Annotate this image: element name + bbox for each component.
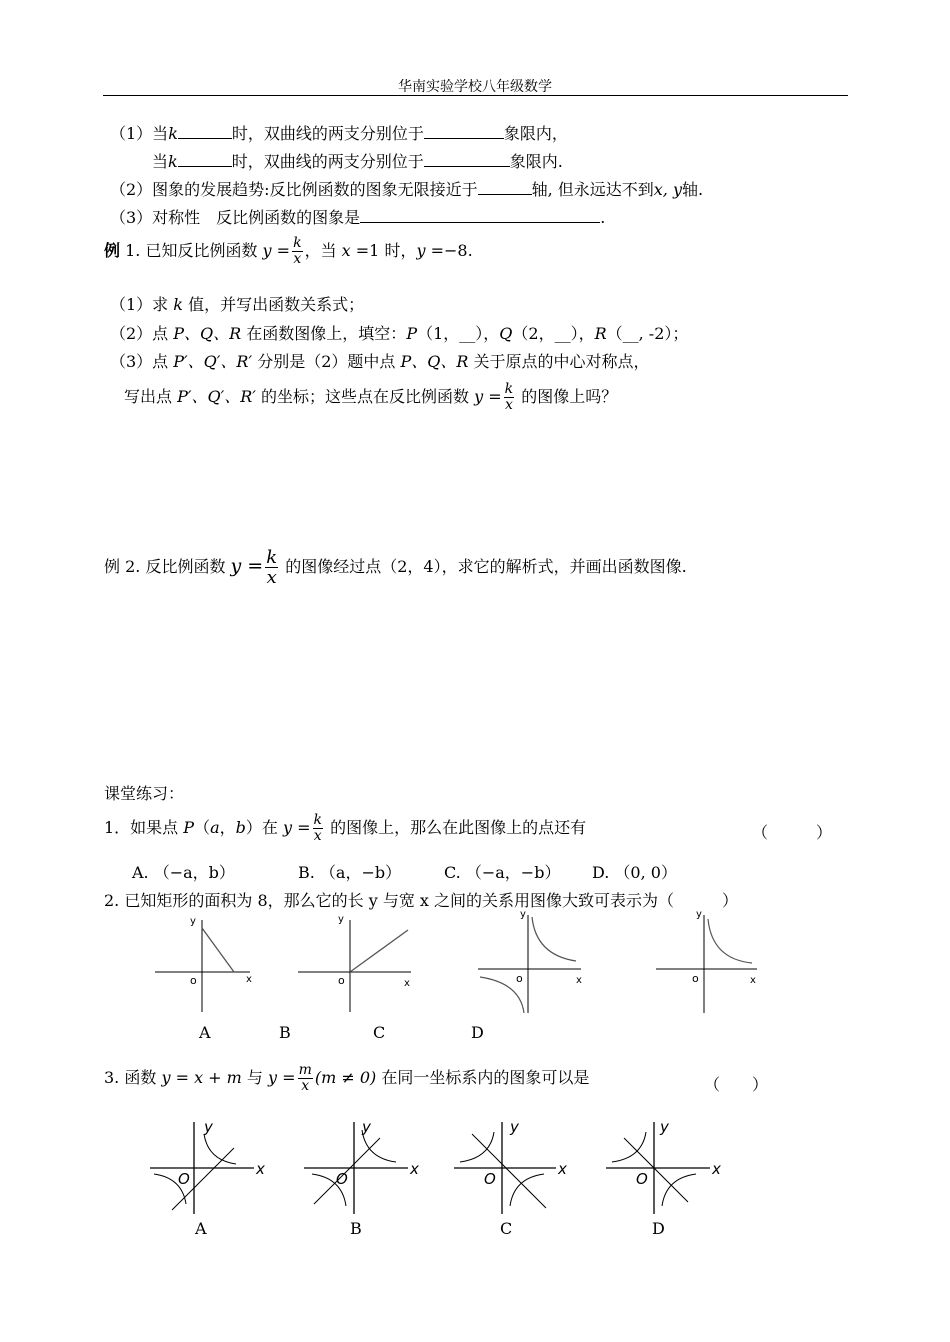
- svg-text:x: x: [712, 1160, 721, 1178]
- svg-text:o: o: [692, 972, 699, 985]
- q2-graph-c: [476, 905, 591, 1015]
- svg-text:y: y: [190, 916, 196, 927]
- example-1-q1: （1）求 k 值，并写出函数关系式；: [110, 295, 365, 314]
- q3-graph-c: [450, 1118, 578, 1216]
- practice-q1-option-c: C. （−a，−b）: [444, 863, 561, 882]
- example-2: 例 2. 反比例函数 y = $\frac{k}{x}$ 的图像经过点（2，4），求它的解析式，并画出函数图像.: [104, 547, 687, 588]
- q2-graph-d: [652, 905, 767, 1015]
- q2-label-c: C: [373, 1023, 386, 1042]
- practice-q1-option-d: D. （0, 0）: [592, 863, 677, 882]
- practice-q1: 1．如果点 P（a，b）在 y = $\frac{k}{x}$ 的图像上，那么在此图像上的点还有: [104, 812, 587, 844]
- svg-text:x: x: [410, 1160, 419, 1178]
- q2-label-b: B: [279, 1023, 291, 1042]
- svg-text:x: x: [576, 975, 582, 986]
- q3-label-b: B: [350, 1219, 362, 1238]
- q3-graph-a: [148, 1118, 276, 1216]
- property-1a: （1）当k 时，双曲线的两支分别位于 象限内，: [110, 124, 568, 143]
- svg-text:x: x: [246, 974, 252, 985]
- q3-label-d: D: [652, 1219, 665, 1238]
- practice-q3: 3. 函数 y = x + m 与 y = $\frac{m}{x}$ (m ≠ 0) 在同一坐标系内的图象可以是: [104, 1062, 590, 1094]
- practice-q1-option-b: B. （a，−b）: [298, 863, 402, 882]
- practice-q3-answer-paren: （ ）: [704, 1075, 769, 1094]
- q3-graph-d: [602, 1118, 730, 1216]
- example-1-q2: （2）点 P、Q、R 在函数图像上，填空：P（1，__），Q（2，__），R（__, -2）；: [110, 324, 689, 343]
- practice-title: 课堂练习：: [104, 784, 185, 803]
- svg-text:O: O: [178, 1170, 190, 1188]
- example-1-q3: （3）点 P′、Q′、R′ 分别是（2）题中点 P、Q、R 关于原点的中心对称点，: [110, 352, 650, 371]
- q3-label-a: A: [195, 1219, 207, 1238]
- example-1-title: 例 1. 已知反比例函数 y = $\frac{k}{x}$ ，当 x =1 时，y =−8.: [104, 235, 473, 267]
- svg-text:x: x: [404, 978, 410, 989]
- svg-text:y: y: [362, 1118, 371, 1136]
- svg-text:O: O: [336, 1170, 348, 1188]
- q2-graph-b: [296, 910, 416, 1015]
- svg-text:O: O: [636, 1170, 648, 1188]
- property-1b: 当k 时，双曲线的两支分别位于 象限内.: [152, 152, 563, 171]
- svg-text:y: y: [204, 1118, 213, 1136]
- practice-q2: 2. 已知矩形的面积为 8，那么它的长 y 与宽 x 之间的关系用图像大致可表示为（ ）: [104, 891, 739, 910]
- svg-text:y: y: [338, 914, 344, 925]
- svg-text:y: y: [510, 1118, 519, 1136]
- q2-graph-a: [150, 910, 260, 1015]
- q3-graph-b: [300, 1118, 428, 1216]
- svg-text:x: x: [750, 975, 756, 986]
- practice-q1-answer-paren: （ ）: [752, 823, 833, 842]
- practice-q1-option-a: A. （−a，b）: [132, 863, 235, 882]
- svg-text:x: x: [256, 1160, 265, 1178]
- header-rule: [103, 95, 848, 96]
- q3-label-c: C: [500, 1219, 513, 1238]
- svg-text:x: x: [558, 1160, 567, 1178]
- q2-label-d: D: [471, 1023, 484, 1042]
- svg-text:y: y: [520, 909, 526, 920]
- property-3: （3）对称性 反比例函数的图象是 .: [110, 208, 606, 227]
- q2-label-a: A: [199, 1023, 211, 1042]
- svg-text:y: y: [696, 909, 702, 920]
- svg-text:y: y: [660, 1118, 669, 1136]
- svg-text:o: o: [516, 972, 523, 985]
- page-header: 华南实验学校八年级数学: [398, 79, 552, 95]
- svg-text:o: o: [338, 974, 345, 987]
- svg-text:o: o: [190, 974, 197, 987]
- example-1-q4: 写出点 P′、Q′、R′ 的坐标；这些点在反比例函数 y = $\frac{k}{x}$ 的图像上吗？: [124, 381, 618, 413]
- svg-text:O: O: [484, 1170, 496, 1188]
- property-2: （2）图象的发展趋势:反比例函数的图象无限接近于 轴, 但永远达不到x, y轴.: [110, 180, 704, 199]
